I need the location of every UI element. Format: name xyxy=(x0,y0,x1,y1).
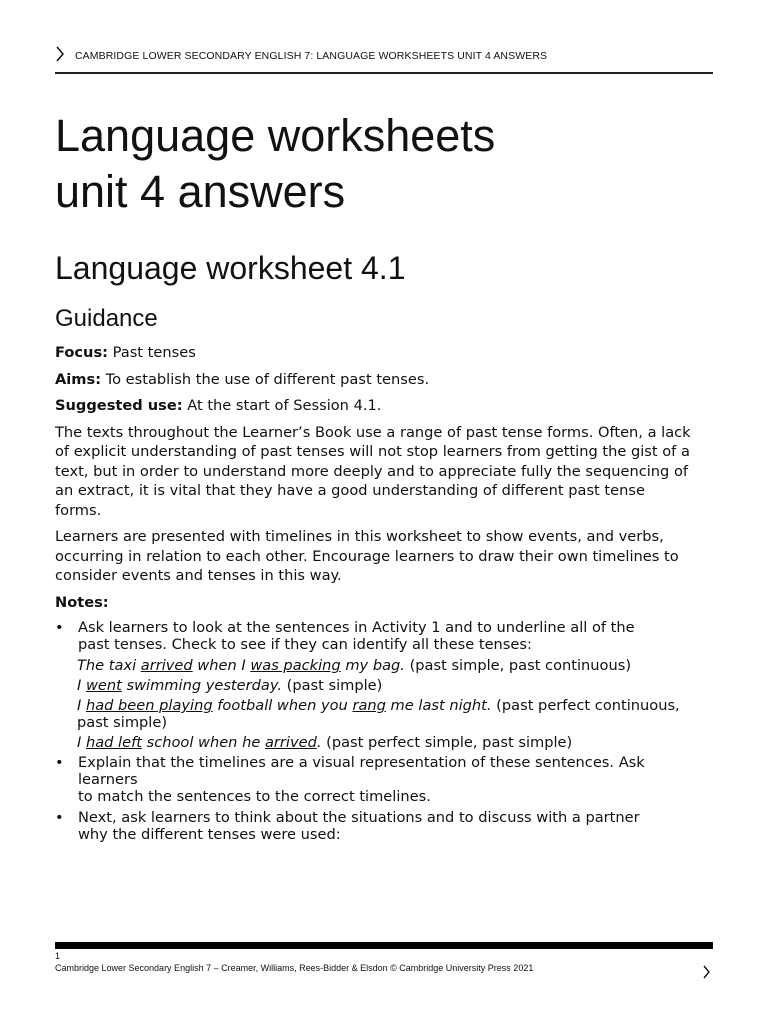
focus-line xyxy=(55,343,695,363)
guidance-body xyxy=(55,343,695,847)
list-item xyxy=(55,754,695,805)
notes-label: Notes: xyxy=(55,593,109,611)
example-text: school when he xyxy=(141,734,265,751)
paragraph: Learners are presented with timelines in this worksheet to show events, and verbs, occurring in relation to each other. Encourage learners to draw their own timelines to consider events and tenses in this way. xyxy=(55,528,679,584)
notes-list xyxy=(55,619,695,653)
tense-note: (past simple, past continuous) xyxy=(404,657,632,674)
focus-value: Past tenses xyxy=(112,344,196,361)
bullet-text: to match the sentences to the correct timelines. xyxy=(78,788,431,805)
example-sentence xyxy=(55,657,695,674)
example-text: me last night. xyxy=(385,697,492,714)
running-header xyxy=(55,46,713,74)
underlined-verb: had been playing xyxy=(85,697,213,714)
suggested-use-label: Suggested use: xyxy=(55,397,183,414)
example-text: The taxi xyxy=(77,657,141,674)
bullet-icon: • xyxy=(55,754,64,771)
page-title-line2: unit 4 answers xyxy=(55,166,346,217)
section-title: Language worksheet 4.1 xyxy=(55,250,406,286)
bullet-text: Ask learners to look at the sentences in Activity 1 and to underline all of the xyxy=(78,619,635,636)
example-sentence xyxy=(55,734,695,751)
underlined-verb: arrived xyxy=(140,657,193,674)
example-text: my bag. xyxy=(340,657,405,674)
focus-label: Focus: xyxy=(55,344,108,361)
bullet-icon: • xyxy=(55,619,64,636)
tense-note: past simple) xyxy=(77,714,168,731)
page-number: 1 xyxy=(55,951,61,961)
list-item xyxy=(55,809,695,843)
suggested-use-line xyxy=(55,396,695,416)
aims-line xyxy=(55,370,695,390)
footer-copyright: Cambridge Lower Secondary English 7 – Creamer, Williams, Rees-Bidder & Elsdon © Cambridge University Press 2021 xyxy=(55,963,534,973)
bullet-text: Explain that the timelines are a visual representation of these sentences. Ask learners xyxy=(78,754,645,788)
tense-note: (past perfect simple, past simple) xyxy=(321,734,573,751)
underlined-verb: rang xyxy=(352,697,386,714)
page-title xyxy=(55,108,495,220)
example-text: I xyxy=(77,734,86,751)
header-text: CAMBRIDGE LOWER SECONDARY ENGLISH 7: LANGUAGE WORKSHEETS UNIT 4 ANSWERS xyxy=(75,50,548,62)
aims-value: To establish the use of different past tenses. xyxy=(105,370,430,388)
suggested-use-value: At the start of Session 4.1. xyxy=(187,397,382,414)
example-text: swimming yesterday. xyxy=(121,677,282,694)
chevron-right-icon xyxy=(55,46,65,62)
example-text: I xyxy=(77,697,86,714)
underlined-verb: was packing xyxy=(250,657,341,674)
example-text: . xyxy=(316,734,322,751)
underlined-verb: had left xyxy=(85,734,142,751)
notes-list xyxy=(55,754,695,843)
example-text: football when you xyxy=(212,697,353,714)
tense-note: (past simple) xyxy=(281,677,383,694)
list-item xyxy=(55,619,695,653)
subsection-title: Guidance xyxy=(55,305,158,332)
tense-note: (past perfect continuous, xyxy=(491,697,680,714)
example-text: I xyxy=(77,677,86,694)
paragraph: The texts throughout the Learner’s Book use a range of past tense forms. Often, a lack of explicit understanding of past tenses will not stop learners from getting the gist of a text, but in order to understand more deeply and to appreciate fully the sequencing of an extract, it is vital that they have a good understanding of different past tense forms. xyxy=(55,423,691,519)
bullet-icon: • xyxy=(55,809,64,826)
aims-label: Aims: xyxy=(55,370,102,388)
underlined-verb: went xyxy=(85,677,122,694)
bullet-text: why the different tenses were used: xyxy=(78,826,341,843)
footer-divider xyxy=(55,942,713,949)
bullet-text: Next, ask learners to think about the situations and to discuss with a partner xyxy=(78,809,640,826)
chevron-right-icon xyxy=(702,965,712,979)
example-sentence xyxy=(55,697,695,731)
example-sentence xyxy=(55,677,695,694)
underlined-verb: arrived xyxy=(264,734,317,751)
page-title-line1: Language worksheets xyxy=(55,110,496,161)
bullet-text: past tenses. Check to see if they can identify all these tenses: xyxy=(78,636,532,653)
example-text: when I xyxy=(192,657,251,674)
